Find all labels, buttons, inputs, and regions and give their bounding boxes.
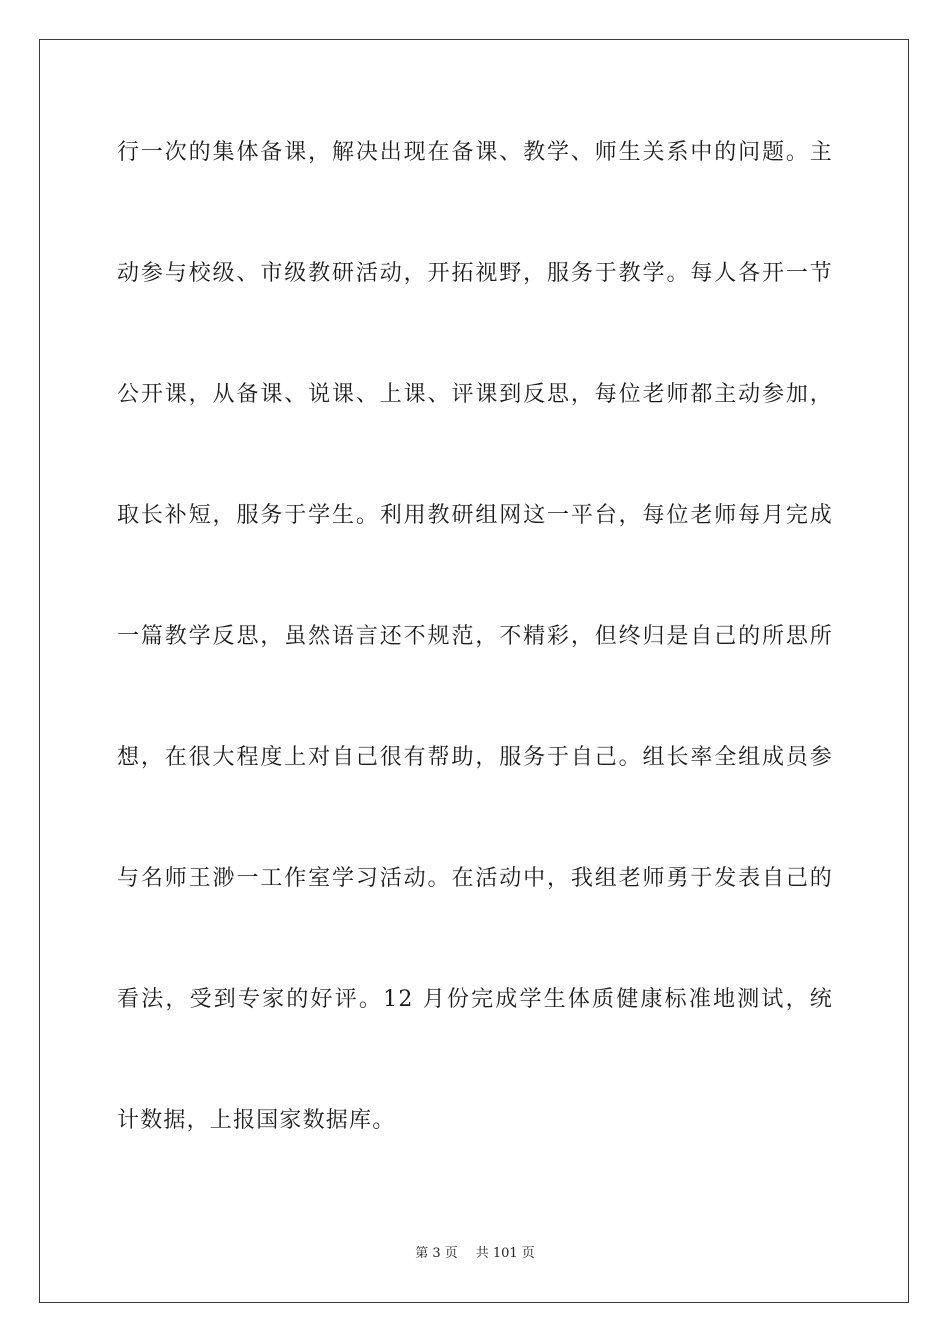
text-line: 取长补短，服务于学生。利用教研组网这一平台，每位老师每月完成 <box>117 503 833 528</box>
text-line: 行一次的集体备课，解决出现在备课、教学、师生关系中的问题。主 <box>117 140 833 165</box>
text-line-last: 计数据，上报国家数据库。 <box>117 1108 396 1133</box>
text-line: 想，在很大程度上对自己很有帮助，服务于自己。组长率全组成员参 <box>117 745 833 770</box>
current-page-label: 第 3 页 <box>415 1246 458 1261</box>
text-line: 动参与校级、市级教研活动，开拓视野，服务于教学。每人各开一节 <box>117 261 833 286</box>
page-footer <box>0 1245 950 1263</box>
total-pages-label: 共 101 页 <box>475 1246 535 1261</box>
text-line: 与名师王渺一工作室学习活动。在活动中，我组老师勇于发表自己的 <box>117 866 833 891</box>
text-line: 公开课，从备课、说课、上课、评课到反思，每位老师都主动参加， <box>117 382 833 407</box>
text-line: 看法，受到专家的好评。12 月份完成学生体质健康标准地测试，统 <box>117 987 833 1012</box>
text-line: 一篇教学反思，虽然语言还不规范，不精彩，但终归是自己的所思所 <box>117 624 833 649</box>
